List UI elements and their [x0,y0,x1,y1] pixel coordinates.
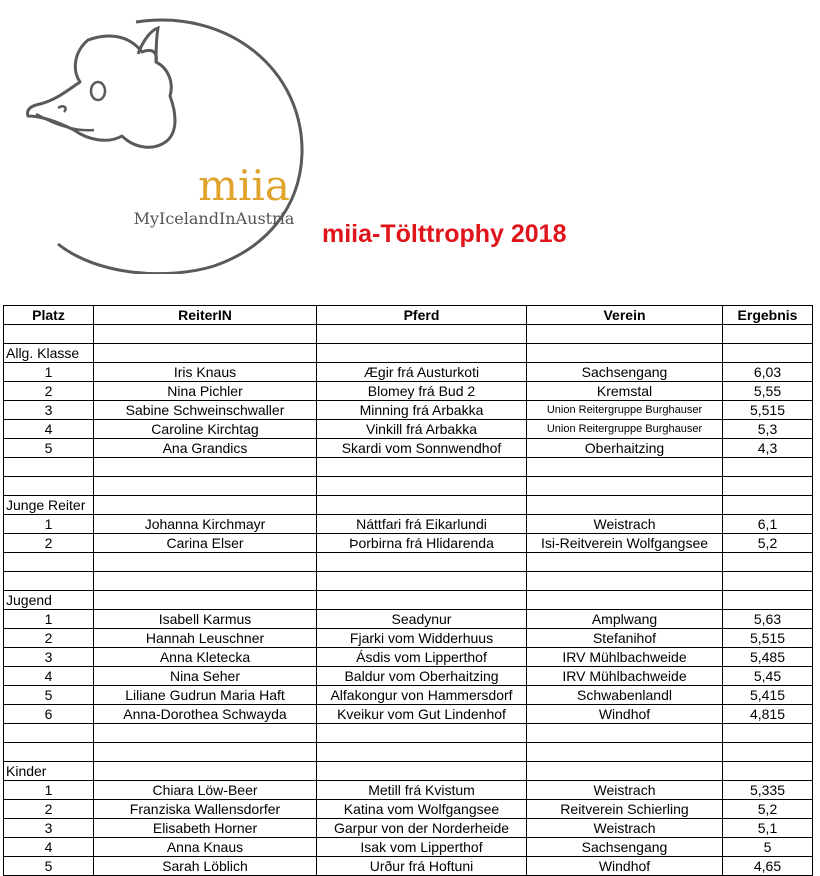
pferd-cell: Baldur vom Oberhaitzing [317,667,527,686]
platz-cell: 4 [4,838,94,857]
empty-row [4,572,813,591]
verein-cell: Isi-Reitverein Wolfgangsee [527,534,723,553]
section-name: Jugend [4,591,94,610]
table-row [4,401,813,420]
header-platz: Platz [4,306,94,325]
reiter-cell: Sarah Löblich [94,857,317,876]
reiter-cell: Sabine Schweinschwaller [94,401,317,420]
empty-cell [94,477,317,496]
empty-cell [317,325,527,344]
table-row [4,667,813,686]
horse-nostril [58,106,66,112]
platz-cell: 5 [4,686,94,705]
pferd-cell: Garpur von der Norderheide [317,819,527,838]
pferd-cell: Skardi vom Sonnwendhof [317,439,527,458]
section-name: Junge Reiter [4,496,94,515]
platz-cell: 3 [4,648,94,667]
verein-cell: Reitverein Schierling [527,800,723,819]
verein-cell: Weistrach [527,515,723,534]
empty-cell [723,344,813,363]
ergebnis-cell: 4,815 [723,705,813,724]
platz-cell: 5 [4,439,94,458]
empty-cell [723,762,813,781]
pferd-cell: Náttfari frá Eikarlundi [317,515,527,534]
empty-cell [94,762,317,781]
empty-cell [94,743,317,762]
empty-cell [94,496,317,515]
table-row [4,838,813,857]
ergebnis-cell: 6,1 [723,515,813,534]
section-header-row [4,591,813,610]
empty-row [4,743,813,762]
ergebnis-cell: 5,63 [723,610,813,629]
empty-cell [723,496,813,515]
platz-cell: 6 [4,705,94,724]
reiter-cell: Anna Knaus [94,838,317,857]
pferd-cell: Metill frá Kvistum [317,781,527,800]
miia-logo [18,12,318,274]
empty-cell [94,553,317,572]
empty-cell [527,496,723,515]
table-row [4,439,813,458]
section-header-row [4,496,813,515]
empty-cell [527,553,723,572]
reiter-cell: Liliane Gudrun Maria Haft [94,686,317,705]
platz-cell: 1 [4,515,94,534]
ergebnis-cell: 4,65 [723,857,813,876]
table-row [4,781,813,800]
pferd-cell: Urður frá Hoftuni [317,857,527,876]
empty-row [4,458,813,477]
table-row [4,534,813,553]
pferd-cell: Kveikur vom Gut Lindenhof [317,705,527,724]
section-name: Kinder [4,762,94,781]
page-title: miia-Tölttrophy 2018 [322,220,567,248]
horse-mouth-line [36,114,94,130]
horse-eye [91,82,105,100]
ergebnis-cell: 5 [723,838,813,857]
logo-circle-arc [58,20,302,274]
empty-cell [317,458,527,477]
empty-cell [723,591,813,610]
platz-cell: 2 [4,629,94,648]
empty-cell [94,344,317,363]
verein-cell: Schwabenlandl [527,686,723,705]
empty-cell [94,325,317,344]
header-verein: Verein [527,306,723,325]
ergebnis-cell: 5,2 [723,800,813,819]
logo-subtitle: MyIcelandInAustria [133,209,295,228]
ergebnis-cell: 5,515 [723,401,813,420]
platz-cell: 2 [4,382,94,401]
table-row [4,800,813,819]
pferd-cell: Vinkill frá Arbakka [317,420,527,439]
reiter-cell: Hannah Leuschner [94,629,317,648]
empty-cell [723,477,813,496]
ergebnis-cell: 6,03 [723,363,813,382]
pferd-cell: Fjarki vom Widderhuus [317,629,527,648]
verein-cell: Weistrach [527,819,723,838]
verein-cell: Weistrach [527,781,723,800]
empty-cell [317,344,527,363]
platz-cell: 5 [4,857,94,876]
platz-cell: 1 [4,363,94,382]
empty-cell [317,762,527,781]
empty-cell [723,724,813,743]
verein-cell: Sachsengang [527,363,723,382]
empty-cell [4,572,94,591]
table-row [4,610,813,629]
reiter-cell: Anna Kletecka [94,648,317,667]
table-row [4,686,813,705]
empty-cell [94,591,317,610]
reiter-cell: Franziska Wallensdorfer [94,800,317,819]
empty-cell [4,477,94,496]
header-reiterin: ReiterIN [94,306,317,325]
empty-cell [4,724,94,743]
ergebnis-cell: 5,335 [723,781,813,800]
section-name: Allg. Klasse [4,344,94,363]
ergebnis-cell: 4,3 [723,439,813,458]
reiter-cell: Anna-Dorothea Schwayda [94,705,317,724]
ergebnis-cell: 5,2 [723,534,813,553]
pferd-cell: Minning frá Arbakka [317,401,527,420]
verein-cell: Union Reitergruppe Burghauser [527,401,723,420]
table-row [4,420,813,439]
platz-cell: 3 [4,819,94,838]
reiter-cell: Iris Knaus [94,363,317,382]
reiter-cell: Johanna Kirchmayr [94,515,317,534]
empty-row [4,325,813,344]
section-header-row [4,762,813,781]
platz-cell: 1 [4,610,94,629]
verein-cell: Windhof [527,857,723,876]
reiter-cell: Elisabeth Horner [94,819,317,838]
empty-cell [4,743,94,762]
empty-cell [317,477,527,496]
empty-cell [723,572,813,591]
verein-cell: Oberhaitzing [527,439,723,458]
table-row [4,629,813,648]
platz-cell: 2 [4,800,94,819]
reiter-cell: Nina Pichler [94,382,317,401]
platz-cell: 2 [4,534,94,553]
empty-cell [723,743,813,762]
empty-cell [527,762,723,781]
empty-row [4,553,813,572]
verein-cell: Sachsengang [527,838,723,857]
logo-wordmark: miia [198,161,290,210]
empty-cell [527,325,723,344]
empty-cell [527,477,723,496]
ergebnis-cell: 5,515 [723,629,813,648]
pferd-cell: Isak vom Lipperthof [317,838,527,857]
verein-cell: Kremstal [527,382,723,401]
platz-cell: 1 [4,781,94,800]
reiter-cell: Carina Elser [94,534,317,553]
empty-cell [723,553,813,572]
pferd-cell: Ægir frá Austurkoti [317,363,527,382]
empty-cell [723,458,813,477]
ergebnis-cell: 5,485 [723,648,813,667]
empty-cell [4,553,94,572]
header-row [4,306,813,325]
pferd-cell: Seadynur [317,610,527,629]
reiter-cell: Chiara Löw-Beer [94,781,317,800]
reiter-cell: Isabell Karmus [94,610,317,629]
header-ergebnis: Ergebnis [723,306,813,325]
horse-ear [138,28,158,62]
empty-cell [527,458,723,477]
pferd-cell: Alfakongur von Hammersdorf [317,686,527,705]
reiter-cell: Nina Seher [94,667,317,686]
reiter-cell: Caroline Kirchtag [94,420,317,439]
empty-row [4,724,813,743]
verein-cell: Windhof [527,705,723,724]
ergebnis-cell: 5,1 [723,819,813,838]
table-row [4,819,813,838]
platz-cell: 4 [4,420,94,439]
pferd-cell: Katina vom Wolfgangsee [317,800,527,819]
empty-cell [527,743,723,762]
empty-cell [527,724,723,743]
verein-cell: Union Reitergruppe Burghauser [527,420,723,439]
platz-cell: 3 [4,401,94,420]
empty-cell [94,572,317,591]
table-row [4,382,813,401]
table-row [4,857,813,876]
results-table [3,305,813,876]
pferd-cell: Þorbirna frá Hlidarenda [317,534,527,553]
empty-cell [317,553,527,572]
empty-cell [723,325,813,344]
empty-cell [317,591,527,610]
verein-cell: IRV Mühlbachweide [527,667,723,686]
pferd-cell: Blomey frá Bud 2 [317,382,527,401]
pferd-cell: Ásdis vom Lipperthof [317,648,527,667]
table-row [4,648,813,667]
reiter-cell: Ana Grandics [94,439,317,458]
ergebnis-cell: 5,3 [723,420,813,439]
table-row [4,363,813,382]
empty-cell [317,724,527,743]
ergebnis-cell: 5,45 [723,667,813,686]
empty-cell [94,724,317,743]
results-body [4,325,813,876]
empty-cell [527,591,723,610]
platz-cell: 4 [4,667,94,686]
horse-head-icon [28,36,176,147]
empty-cell [94,458,317,477]
verein-cell: IRV Mühlbachweide [527,648,723,667]
verein-cell: Amplwang [527,610,723,629]
table-row [4,515,813,534]
empty-row [4,477,813,496]
empty-cell [527,344,723,363]
ergebnis-cell: 5,55 [723,382,813,401]
empty-cell [317,743,527,762]
empty-cell [527,572,723,591]
verein-cell: Stefanihof [527,629,723,648]
ergebnis-cell: 5,415 [723,686,813,705]
header-pferd: Pferd [317,306,527,325]
empty-cell [4,458,94,477]
empty-cell [317,496,527,515]
table-row [4,705,813,724]
empty-cell [317,572,527,591]
empty-cell [4,325,94,344]
section-header-row [4,344,813,363]
